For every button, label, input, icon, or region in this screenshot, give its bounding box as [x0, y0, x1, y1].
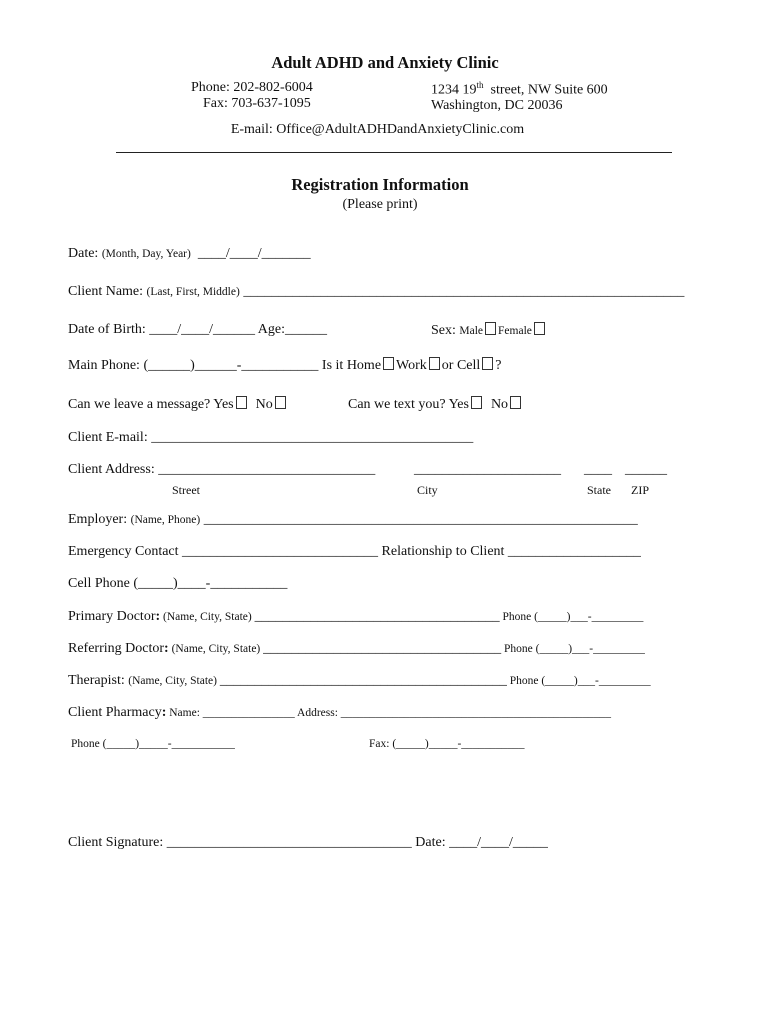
clinic-street: 1234 19th street, NW Suite 600: [431, 80, 608, 98]
form-subtitle: (Please print): [342, 197, 418, 212]
pharmacy-phone-field[interactable]: Phone (_____)_____-___________: [71, 738, 235, 750]
zip-blank[interactable]: ______: [625, 462, 667, 477]
main-phone-field[interactable]: Main Phone: (______)______-___________ Is it Home Work or Cell ?: [68, 358, 502, 373]
street-caption: Street: [172, 483, 200, 497]
primary-doctor-field[interactable]: Primary Doctor: (Name, City, State) ___________________________________ Phone (_____)___-_________: [68, 609, 644, 624]
clinic-phone: Phone: 202-802-6004: [191, 80, 313, 95]
zip-caption: ZIP: [631, 483, 649, 497]
pharmacy-fax-field[interactable]: Fax: (_____)_____-___________: [369, 738, 525, 750]
message-yes-checkbox[interactable]: [236, 396, 247, 409]
date-field[interactable]: Date: (Month, Day, Year) ____/____/_______: [68, 246, 311, 261]
pharmacy-field[interactable]: Client Pharmacy: Name: ________________ Address: _______________________________________________: [68, 705, 612, 720]
state-blank[interactable]: ____: [584, 462, 612, 477]
city-caption: City: [417, 483, 438, 497]
client-name-field[interactable]: Client Name: (Last, First, Middle) _______________________________________________________________: [68, 284, 685, 299]
home-checkbox[interactable]: [383, 357, 394, 370]
female-checkbox[interactable]: [534, 322, 545, 335]
dob-age-field[interactable]: Date of Birth: ____/____/______ Age:______: [68, 322, 327, 337]
leave-message-field: Can we leave a message? Yes No: [68, 396, 288, 413]
client-signature-field[interactable]: Client Signature: ___________________________________ Date: ____/____/_____: [68, 835, 548, 850]
clinic-email: E-mail: Office@AdultADHDandAnxietyClinic.com: [230, 122, 525, 137]
text-yes-checkbox[interactable]: [471, 396, 482, 409]
male-checkbox[interactable]: [485, 322, 496, 335]
message-no-checkbox[interactable]: [275, 396, 286, 409]
therapist-field[interactable]: Therapist: (Name, City, State) _________________________________________ Phone (_____)___-_________: [68, 673, 651, 688]
form-title: Registration Information: [291, 175, 469, 194]
cell-checkbox[interactable]: [482, 357, 493, 370]
client-email-field[interactable]: Client E-mail: ______________________________________________: [68, 430, 474, 445]
state-caption: State: [587, 483, 611, 497]
clinic-fax: Fax: 703-637-1095: [203, 96, 311, 111]
work-checkbox[interactable]: [429, 357, 440, 370]
clinic-city: Washington, DC 20036: [431, 98, 563, 113]
sex-field: Sex: Male Female: [431, 322, 547, 339]
clinic-title: Adult ADHD and Anxiety Clinic: [271, 53, 499, 72]
header-divider: [116, 152, 672, 153]
city-blank[interactable]: _____________________: [414, 462, 561, 477]
text-no-checkbox[interactable]: [510, 396, 521, 409]
text-field: Can we text you? Yes No: [348, 396, 523, 413]
referring-doctor-field[interactable]: Referring Doctor: (Name, City, State) __________________________________ Phone (_____)___-_________: [68, 641, 645, 656]
employer-field[interactable]: Employer: (Name, Phone) ______________________________________________________________: [68, 512, 638, 527]
cell-phone-field[interactable]: Cell Phone (_____)____-___________: [68, 576, 288, 591]
emergency-contact-field[interactable]: Emergency Contact ____________________________ Relationship to Client ___________________: [68, 544, 641, 559]
client-address-field[interactable]: Client Address: _______________________________: [68, 462, 376, 477]
